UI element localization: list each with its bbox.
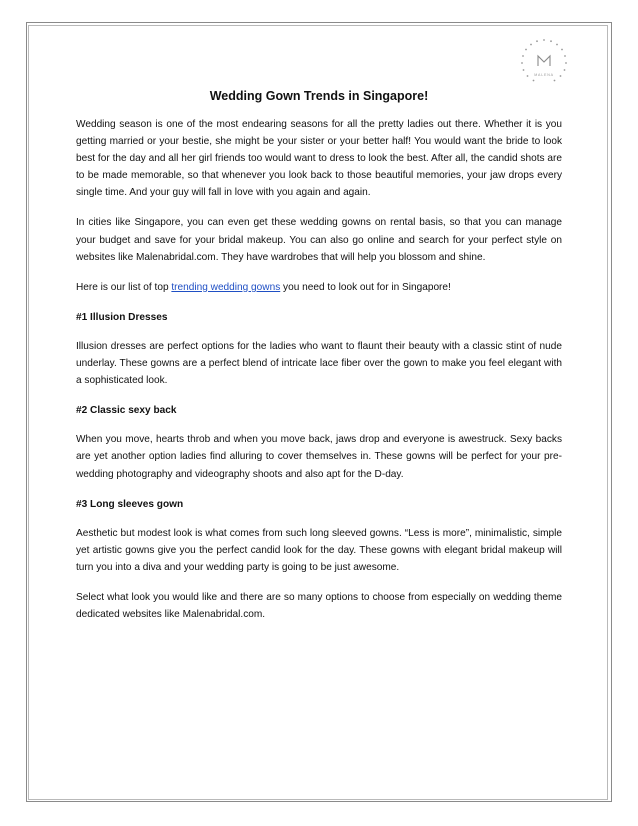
- long-sleeves-paragraph: Aesthetic but modest look is what comes from such long sleeved gowns. “Less is more”, minimalistic, simple yet artistic gowns give you the perfect candid look for the day. These gowns with elegant bridal makeup will turn you into a diva and your wedding party is going to be just awesome.: [76, 527, 562, 573]
- illusion-paragraph: Illusion dresses are perfect options for the ladies who want to flaunt their beauty with a classic stint of nude underlay. These gowns are a perfect blend of intricate lace fiber over the gown to make you feel elegant with a sophisticated look.: [76, 340, 562, 387]
- list-intro-tail: you need to look out for in Singapore!: [280, 281, 451, 293]
- rental-paragraph: In cities like Singapore, you can even get these wedding gowns on rental basis, so that you can manage your budget and save for your bridal makeup. You can also go online and search for your perfect style on websites like Malenabridal.com. They have wardrobes that will help you blossom and shine.: [76, 217, 562, 263]
- list-intro-text: Here is our list of top: [76, 281, 172, 293]
- section-heading-sexy-back: #2 Classic sexy back: [76, 405, 177, 417]
- list-intro-paragraph: [76, 279, 562, 296]
- document-body: [76, 89, 562, 636]
- section-heading-long-sleeves: #3 Long sleeves gown: [76, 498, 184, 510]
- section-heading-illusion: #1 Illusion Dresses: [76, 311, 168, 323]
- intro-paragraph: Wedding season is one of the most endearing seasons for all the pretty ladies out there. Whether it is you getting married or your bestie, she might be your sister or your better half! You would want the bride to look best for the day and all her girl friends too would want to dress to look the best. After all, the candid shots are to be made memorable, so that whenever you look back to those beautiful memories, your jaw drops every single time. And your guy will fall in love with you again and again.: [76, 119, 562, 199]
- trending-gowns-link[interactable]: trending wedding gowns: [171, 281, 281, 293]
- page-title: Wedding Gown Trends in Singapore!: [209, 89, 429, 103]
- svg-text:MALENA: MALENA: [534, 73, 554, 77]
- brand-logo-icon: [516, 34, 572, 90]
- closing-paragraph: Select what look you would like and there are so many options to choose from especially on wedding theme dedicated websites like Malenabridal.com.: [76, 591, 562, 621]
- sexy-back-paragraph: When you move, hearts throb and when you move back, jaws drop and everyone is awestruck. Sexy backs are yet another option ladies find alluring to cover themselves in. These gowns will be perfect for your pre-wedding photography and videography shoots and also apt for the D-day.: [76, 434, 562, 480]
